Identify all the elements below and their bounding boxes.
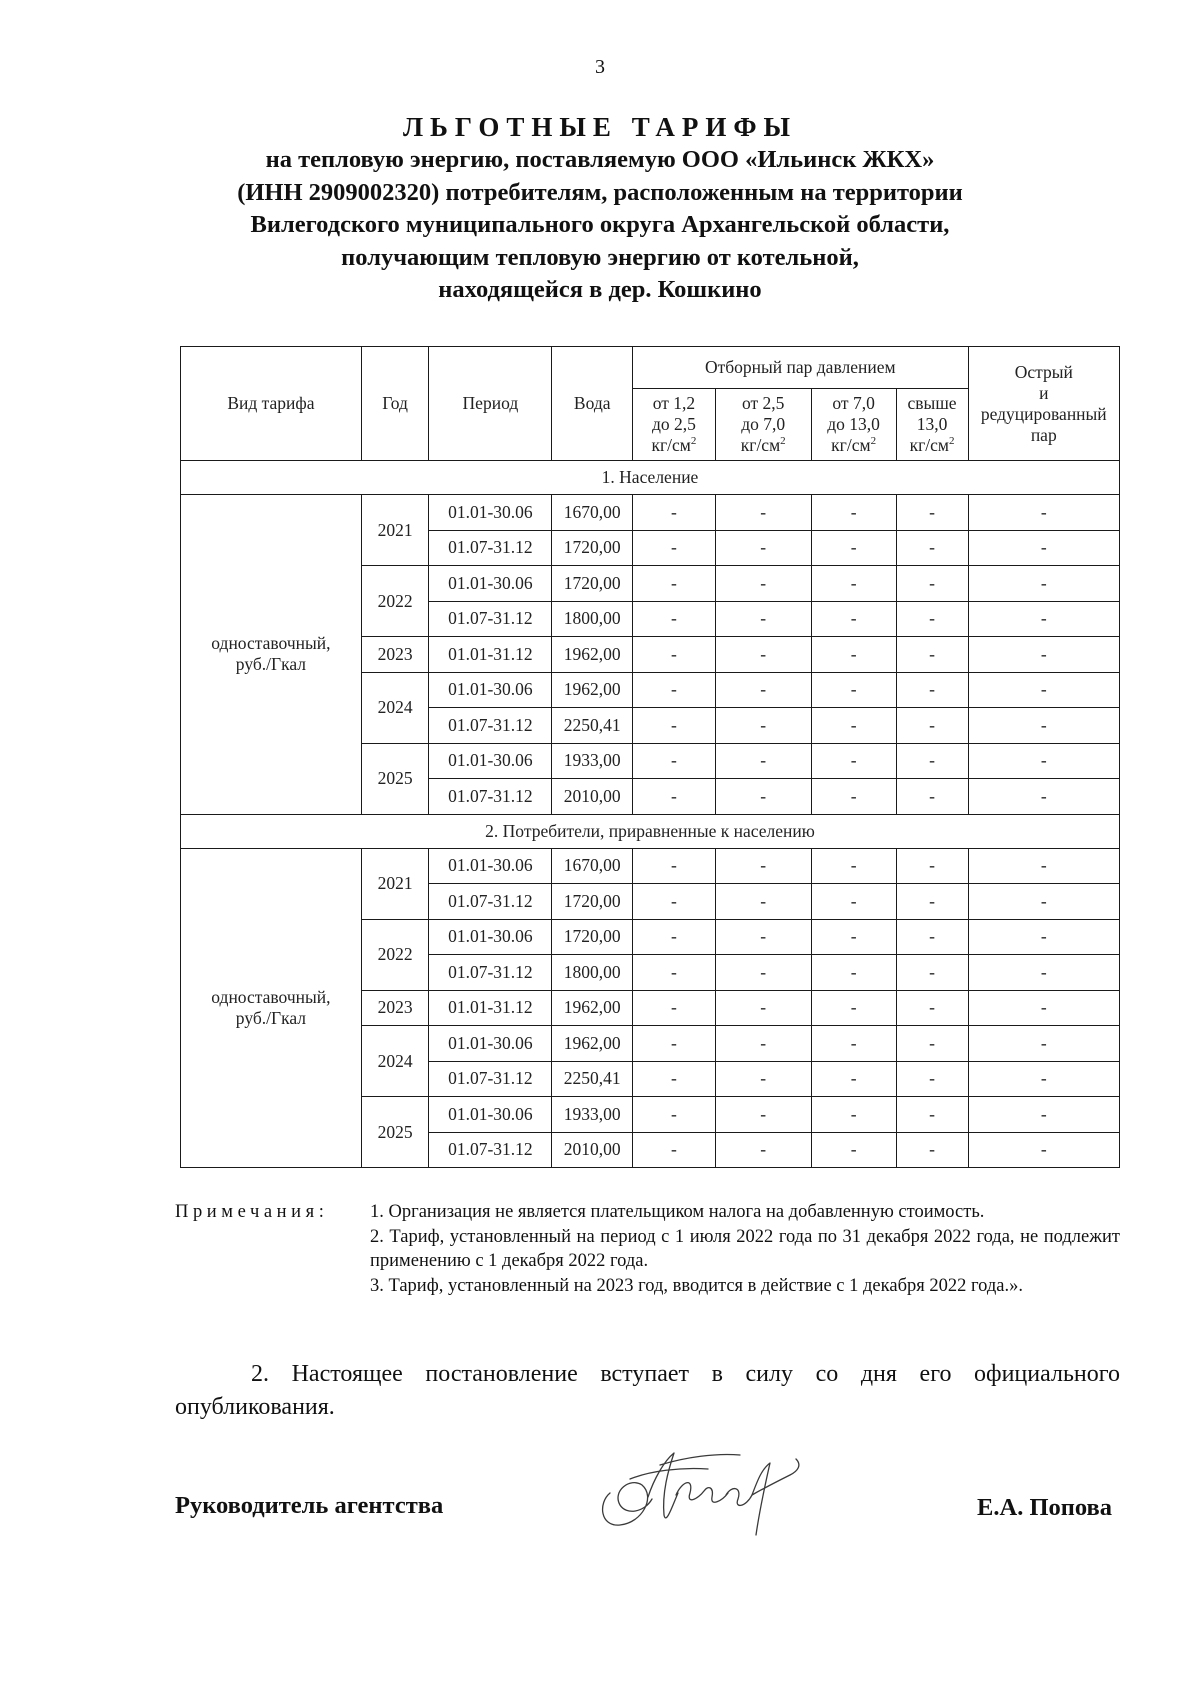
document-title [0,110,1200,307]
table-row [181,495,1120,531]
period-cell: 01.07-31.12 [429,955,552,991]
water-tariff-cell: 1670,00 [552,495,633,531]
steam-tariff-cell: - [896,919,968,955]
steam-tariff-cell: - [896,1132,968,1168]
header-sharp-line: и [1039,382,1049,403]
header-tariff-type: Вид тарифа [181,347,362,461]
sharp-steam-cell: - [968,884,1119,920]
steam-tariff-cell: - [633,1132,716,1168]
title-line: получающим тепловую энергию от котельной, [341,243,859,271]
notes-label: Примечания: [175,1202,329,1222]
period-cell: 01.01-30.06 [429,848,552,884]
steam-tariff-cell: - [715,708,811,744]
title-line: на тепловую энергию, поставляемую ООО «Ильинск ЖКХ» [265,146,935,173]
steam-tariff-cell: - [896,848,968,884]
water-tariff-cell: 1800,00 [552,601,633,637]
tariff-type-cell [181,848,362,1168]
steam-tariff-cell: - [633,530,716,566]
table-row [181,848,1120,884]
sharp-steam-cell: - [968,530,1119,566]
steam-tariff-cell: - [811,566,896,602]
period-cell: 01.01-30.06 [429,566,552,602]
steam-tariff-cell: - [811,1026,896,1062]
steam-tariff-cell: - [896,990,968,1026]
steam-tariff-cell: - [896,672,968,708]
sharp-steam-cell: - [968,637,1119,673]
water-tariff-cell: 2010,00 [552,779,633,815]
steam-tariff-cell: - [811,848,896,884]
handwritten-signature [590,1435,820,1545]
sharp-steam-cell: - [968,990,1119,1026]
period-cell: 01.01-30.06 [429,672,552,708]
tariff-type-line: одноставочный, [211,633,331,654]
steam-tariff-cell: - [715,990,811,1026]
period-cell: 01.07-31.12 [429,1061,552,1097]
period-cell: 01.07-31.12 [429,708,552,744]
header-sharp-steam [968,347,1119,461]
period-cell: 01.01-30.06 [429,1026,552,1062]
steam-tariff-cell: - [715,779,811,815]
steam-tariff-cell: - [811,990,896,1026]
water-tariff-cell: 2250,41 [552,708,633,744]
year-cell: 2025 [361,743,429,814]
steam-tariff-cell: - [715,1132,811,1168]
period-cell: 01.07-31.12 [429,1132,552,1168]
tariff-type-cell [181,495,362,815]
steam-tariff-cell: - [633,566,716,602]
steam-tariff-cell: - [633,848,716,884]
period-cell: 01.01-30.06 [429,919,552,955]
note-item: 2. Тариф, установленный на период с 1 июля 2022 года по 31 декабря 2022 года, не подлежит применению с 1 декабря 2022 года. [370,1226,1120,1271]
effective-date-paragraph: 2. Настоящее постановление вступает в силу со дня его официального опубликования. [175,1361,1120,1420]
header-sharp-line: редуцированный [980,403,1107,424]
header-pressure-3 [811,389,896,461]
steam-tariff-cell: - [896,601,968,637]
period-cell: 01.07-31.12 [429,530,552,566]
sharp-steam-cell: - [968,1026,1119,1062]
steam-tariff-cell: - [896,955,968,991]
steam-tariff-cell: - [715,1061,811,1097]
water-tariff-cell: 1720,00 [552,566,633,602]
title-line: Вилегодского муниципального округа Архангельской области, [250,211,950,238]
pressure-to: до 7,0 [741,414,786,434]
steam-tariff-cell: - [715,1097,811,1133]
sharp-steam-cell: - [968,955,1119,991]
water-tariff-cell: 1962,00 [552,1026,633,1062]
pressure-from: от 2,5 [742,393,785,413]
steam-tariff-cell: - [715,495,811,531]
period-cell: 01.07-31.12 [429,884,552,920]
section-title: 2. Потребители, приравненные к населению [181,814,1120,848]
note-item: 1. Организация не является плательщиком налога на добавленную стоимость. [370,1202,985,1222]
year-cell: 2024 [361,1026,429,1097]
tariff-type-line: одноставочный, [211,986,331,1007]
steam-tariff-cell: - [633,779,716,815]
pressure-to: 13,0 [916,414,948,434]
steam-tariff-cell: - [811,779,896,815]
steam-tariff-cell: - [811,884,896,920]
steam-tariff-cell: - [633,708,716,744]
water-tariff-cell: 1962,00 [552,990,633,1026]
steam-tariff-cell: - [811,601,896,637]
year-cell: 2024 [361,672,429,743]
water-tariff-cell: 1720,00 [552,530,633,566]
sharp-steam-cell: - [968,919,1119,955]
water-tariff-cell: 2010,00 [552,1132,633,1168]
sharp-steam-cell: - [968,848,1119,884]
header-sharp-line: Острый [1014,361,1073,382]
water-tariff-cell: 1670,00 [552,848,633,884]
year-cell: 2022 [361,919,429,990]
year-cell: 2023 [361,990,429,1026]
tariff-type-line: руб./Гкал [235,654,306,675]
pressure-unit: $кг/см^2$ [651,435,697,455]
period-cell: 01.01-31.12 [429,990,552,1026]
water-tariff-cell: 1962,00 [552,637,633,673]
header-pressure-1 [633,389,716,461]
page-number: 3 [595,56,605,78]
pressure-to: до 13,0 [827,414,880,434]
pressure-from: от 7,0 [832,393,875,413]
pressure-from: свыше [907,393,957,413]
period-cell: 01.01-31.12 [429,637,552,673]
steam-tariff-cell: - [633,955,716,991]
steam-tariff-cell: - [811,743,896,779]
sharp-steam-cell: - [968,495,1119,531]
steam-tariff-cell: - [896,1026,968,1062]
pressure-from: от 1,2 [652,393,696,413]
year-cell: 2021 [361,848,429,919]
sharp-steam-cell: - [968,779,1119,815]
period-cell: 01.07-31.12 [429,601,552,637]
sharp-steam-cell: - [968,601,1119,637]
steam-tariff-cell: - [633,637,716,673]
note-item: 3. Тариф, установленный на 2023 год, вводится в действие с 1 декабря 2022 года.». [370,1275,1023,1296]
header-year: Год [361,347,429,461]
sharp-steam-cell: - [968,672,1119,708]
header-sharp-line: пар [1030,424,1057,445]
water-tariff-cell: 1720,00 [552,919,633,955]
sharp-steam-cell: - [968,1061,1119,1097]
steam-tariff-cell: - [896,566,968,602]
steam-tariff-cell: - [633,990,716,1026]
steam-tariff-cell: - [811,708,896,744]
water-tariff-cell: 1933,00 [552,743,633,779]
steam-tariff-cell: - [715,566,811,602]
signatory-position: Руководитель агентства [175,1492,444,1519]
period-cell: 01.01-30.06 [429,1097,552,1133]
steam-tariff-cell: - [633,672,716,708]
steam-tariff-cell: - [715,530,811,566]
signatory-name: Е.А. Попова [977,1494,1112,1521]
water-tariff-cell: 2250,41 [552,1061,633,1097]
header-pressure-4 [896,389,968,461]
steam-tariff-cell: - [715,955,811,991]
steam-tariff-cell: - [896,708,968,744]
sharp-steam-cell: - [968,708,1119,744]
steam-tariff-cell: - [896,1061,968,1097]
steam-tariff-cell: - [896,743,968,779]
steam-tariff-cell: - [715,919,811,955]
steam-tariff-cell: - [896,1097,968,1133]
header-period: Период [429,347,552,461]
steam-tariff-cell: - [811,919,896,955]
period-cell: 01.01-30.06 [429,495,552,531]
steam-tariff-cell: - [715,743,811,779]
section-title: 1. Население [181,461,1120,495]
steam-tariff-cell: - [715,672,811,708]
steam-tariff-cell: - [811,955,896,991]
steam-tariff-cell: - [811,495,896,531]
steam-tariff-cell: - [633,495,716,531]
water-tariff-cell: 1800,00 [552,955,633,991]
water-tariff-cell: 1720,00 [552,884,633,920]
section-header-row [181,814,1120,848]
steam-tariff-cell: - [715,1026,811,1062]
water-tariff-cell: 1933,00 [552,1097,633,1133]
pressure-unit: $кг/см^2$ [831,435,877,455]
year-cell: 2022 [361,566,429,637]
steam-tariff-cell: - [633,1097,716,1133]
period-cell: 01.01-30.06 [429,743,552,779]
steam-tariff-cell: - [715,601,811,637]
steam-tariff-cell: - [811,1132,896,1168]
steam-tariff-cell: - [633,1026,716,1062]
steam-tariff-cell: - [633,743,716,779]
title-main: ЛЬГОТНЫЕ ТАРИФЫ [402,112,798,142]
period-cell: 01.07-31.12 [429,779,552,815]
notes [175,1200,1120,1298]
steam-tariff-cell: - [633,884,716,920]
sharp-steam-cell: - [968,743,1119,779]
title-line: (ИНН 2909002320) потребителям, расположенным на территории [237,178,963,206]
steam-tariff-cell: - [715,637,811,673]
header-pressure-2 [715,389,811,461]
year-cell: 2021 [361,495,429,566]
steam-tariff-cell: - [715,884,811,920]
header-extraction-steam: Отборный пар давлением [633,347,969,389]
steam-tariff-cell: - [633,601,716,637]
steam-tariff-cell: - [896,637,968,673]
year-cell: 2023 [361,637,429,673]
steam-tariff-cell: - [811,1061,896,1097]
tariff-type-line: руб./Гкал [235,1007,306,1028]
header-water: Вода [552,347,633,461]
steam-tariff-cell: - [633,919,716,955]
steam-tariff-cell: - [896,530,968,566]
steam-tariff-cell: - [896,779,968,815]
steam-tariff-cell: - [811,637,896,673]
pressure-to: до 2,5 [651,414,696,434]
steam-tariff-cell: - [896,495,968,531]
steam-tariff-cell: - [811,530,896,566]
section-header-row [181,461,1120,495]
steam-tariff-cell: - [715,848,811,884]
title-line: находящейся в дер. Кошкино [438,276,762,303]
steam-tariff-cell: - [896,884,968,920]
year-cell: 2025 [361,1097,429,1168]
pressure-unit: $кг/см^2$ [909,435,955,455]
steam-tariff-cell: - [811,672,896,708]
sharp-steam-cell: - [968,566,1119,602]
pressure-unit: $кг/см^2$ [740,435,786,455]
steam-tariff-cell: - [811,1097,896,1133]
steam-tariff-cell: - [633,1061,716,1097]
sharp-steam-cell: - [968,1097,1119,1133]
sharp-steam-cell: - [968,1132,1119,1168]
tariff-table [180,346,1120,1168]
water-tariff-cell: 1962,00 [552,672,633,708]
